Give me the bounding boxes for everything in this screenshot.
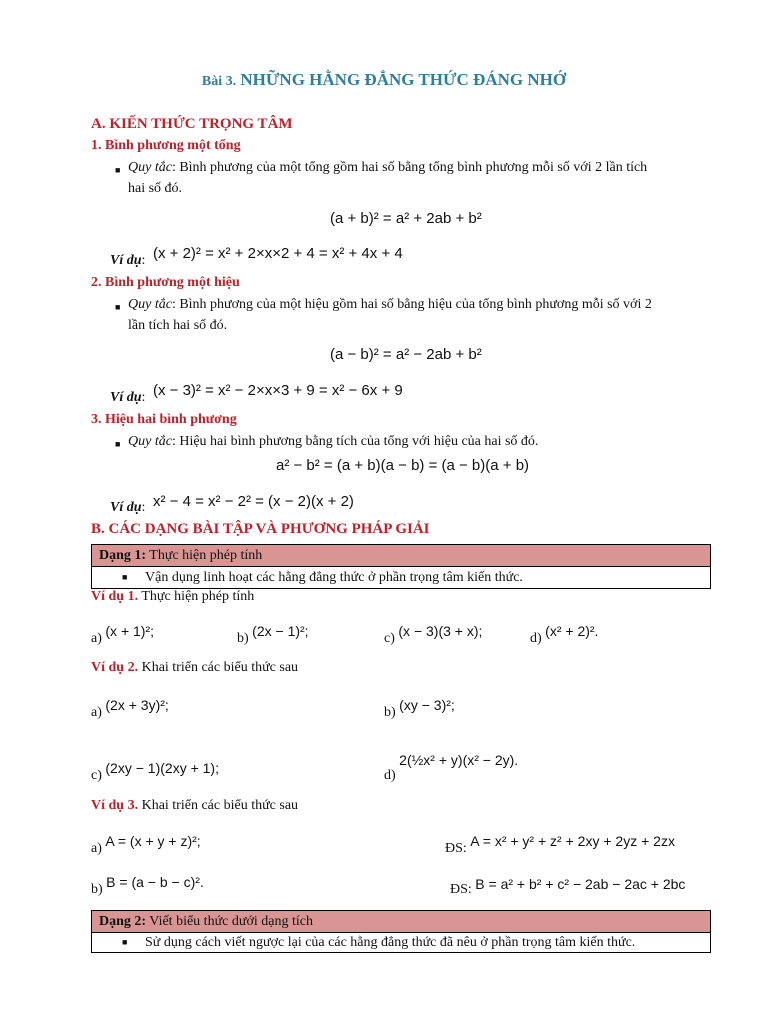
item3-example: x² − 4 = x² − 2² = (x − 2)(x + 2) (153, 493, 354, 510)
part-expr: (2x − 1)²; (252, 623, 309, 639)
dang1-box (91, 544, 711, 589)
vd2-part-d (384, 752, 519, 784)
part-key: d) (530, 631, 542, 646)
vd2-label: Ví dụ 2. (91, 660, 139, 675)
dang1-title: Thực hiện phép tính (146, 548, 263, 563)
answer-label: ĐS: (450, 882, 472, 897)
vd1-heading (91, 589, 254, 605)
dang2-body (92, 933, 710, 952)
rule-text: : Bình phương của một hiệu gồm hai số bằng hiệu của tổng bình phương mỗi số với 2 (171, 297, 652, 312)
dang2-title: Viết biểu thức dưới dạng tích (146, 914, 313, 929)
dang2-box (91, 910, 711, 953)
vd1-part-b (237, 623, 309, 647)
part-expr: (2xy − 1)(2xy + 1); (105, 760, 219, 776)
part-expr: A = (x + y + z)²; (105, 833, 201, 849)
part-expr: 2(½x² + y)(x² − 2y). (399, 752, 519, 768)
item1-rule-cont: hai số đó. (128, 181, 183, 196)
dang2-note: Sử dụng cách viết ngược lại của các hằng đẳng thức đã nêu ở phần trọng tâm kiến thức. (145, 935, 636, 950)
vd1-part-a (91, 623, 155, 647)
dang2-label: Dạng 2: (99, 914, 147, 929)
part-key: a) (91, 705, 102, 720)
bullet-icon: ■ (122, 937, 128, 947)
bullet-icon: ■ (115, 165, 121, 175)
answer-expr: A = x² + y² + z² + 2xy + 2yz + 2zx (470, 833, 675, 849)
part-expr: (x + 1)²; (105, 623, 155, 639)
vd3-part-b (91, 874, 204, 898)
part-expr: (x² + 2)². (545, 623, 599, 639)
part-key: b) (384, 705, 396, 720)
section-b-heading: B. CÁC DẠNG BÀI TẬP VÀ PHƯƠNG PHÁP GIẢI (91, 521, 430, 537)
item1-rule (128, 160, 647, 176)
part-expr: (xy − 3)²; (399, 697, 455, 713)
part-key: c) (91, 768, 102, 783)
answer-label: ĐS: (445, 841, 467, 856)
dang1-label: Dạng 1: (99, 548, 147, 563)
item3-formula: a² − b² = (a + b)(a − b) = (a − b)(a + b) (276, 457, 530, 474)
vd2-part-c (91, 760, 219, 784)
item3-heading: 3. Hiệu hai bình phương (91, 412, 237, 427)
item1-formula: (a + b)² = a² + 2ab + b² (330, 210, 482, 227)
vd1-text: Thực hiện phép tính (138, 589, 255, 604)
part-key: a) (91, 841, 102, 856)
dang1-body (92, 567, 710, 588)
vd3-label: Ví dụ 3. (91, 798, 139, 813)
dang1-note: Vận dụng linh hoạt các hằng đẳng thức ở phần trọng tâm kiến thức. (145, 570, 523, 585)
part-key: b) (237, 631, 249, 646)
rule-label: Quy tắc (128, 297, 172, 312)
item2-example-label: Ví dụ: (110, 390, 146, 405)
part-key: d) (384, 768, 396, 783)
vd2-text: Khai triển các biểu thức sau (138, 660, 299, 675)
dang1-header (92, 545, 710, 567)
item1-example: (x + 2)² = x² + 2×x×2 + 4 = x² + 4x + 4 (153, 245, 403, 262)
part-key: c) (384, 631, 395, 646)
part-key: a) (91, 631, 102, 646)
vd1-part-d (530, 623, 599, 647)
item2-heading: 2. Bình phương một hiệu (91, 275, 240, 290)
section-a-heading: A. KIẾN THỨC TRỌNG TÂM (91, 116, 293, 132)
rule-label: Quy tắc (128, 160, 172, 175)
vd1-label: Ví dụ 1. (91, 589, 139, 604)
item3-rule (128, 434, 538, 450)
part-expr: B = (a − b − c)². (106, 874, 204, 890)
part-expr: (2x + 3y)²; (105, 697, 169, 713)
vd2-part-a (91, 697, 169, 721)
vd3-answer-a (445, 833, 675, 857)
item1-example-label: Ví dụ: (110, 253, 146, 268)
part-expr: (x − 3)(3 + x); (398, 623, 483, 639)
item2-rule (128, 297, 652, 313)
vd3-part-a (91, 833, 201, 857)
bullet-icon: ■ (115, 302, 121, 312)
item1-heading: 1. Bình phương một tổng (91, 138, 241, 153)
vd2-part-b (384, 697, 455, 721)
example-label: Ví dụ (110, 253, 142, 268)
bullet-icon: ■ (115, 439, 121, 449)
lesson-name: NHỮNG HẰNG ĐẲNG THỨC ĐÁNG NHỚ (236, 70, 567, 89)
answer-expr: B = a² + b² + c² − 2ab − 2ac + 2bc (475, 876, 686, 892)
bullet-icon: ■ (122, 572, 128, 582)
item2-rule-cont: lần tích hai số đó. (128, 318, 228, 333)
vd3-answer-b (450, 876, 686, 898)
vd2-heading (91, 660, 298, 676)
item2-formula: (a − b)² = a² − 2ab + b² (330, 346, 482, 363)
example-label: Ví dụ (110, 500, 142, 515)
item3-example-label: Ví dụ: (110, 500, 146, 515)
rule-label: Quy tắc (128, 434, 172, 449)
dang2-header (92, 911, 710, 933)
rule-text: : Hiệu hai bình phương bằng tích của tổng với hiệu của hai số đó. (171, 434, 539, 449)
vd1-part-c (384, 623, 483, 647)
item2-example: (x − 3)² = x² − 2×x×3 + 9 = x² − 6x + 9 (153, 382, 403, 399)
vd3-text: Khai triển các biểu thức sau (138, 798, 299, 813)
part-key: b) (91, 882, 103, 897)
example-label: Ví dụ (110, 390, 142, 405)
vd3-heading (91, 798, 298, 814)
lesson-number: Bài 3. (201, 74, 237, 89)
rule-text: : Bình phương của một tổng gồm hai số bằng tổng bình phương mỗi số với 2 lần tích (171, 160, 648, 175)
lesson-title (0, 70, 768, 90)
